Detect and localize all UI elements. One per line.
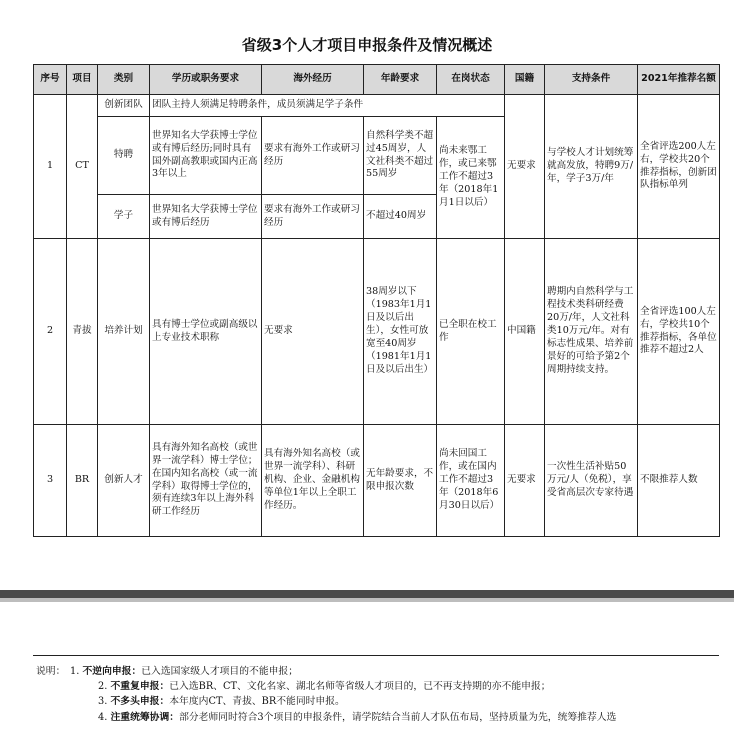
page-separator-light [0, 598, 734, 602]
category-cell: 创新团队 [98, 95, 150, 117]
notes-lead: 说明： [36, 666, 66, 677]
row-number: 2 [34, 239, 67, 425]
project-name: 青拔 [67, 239, 98, 425]
team-requirement: 团队主持人须满足特聘条件，成员须满足学子条件 [150, 95, 505, 117]
support-cell: 聘期内自然科学与工程技术类科研经费20万/年，人文社科类10万元/年。对有标志性成果、培养前景好的可给予第2个周期持续支持。 [545, 239, 638, 425]
note-item [36, 679, 726, 694]
note-number: 2. [98, 681, 108, 693]
project-name: BR [67, 425, 98, 537]
table-row [34, 95, 720, 117]
note-heading: 不多头申报： [110, 696, 170, 708]
header-cell: 2021年推荐名额 [638, 65, 720, 95]
note-text: 部分老师同时符合3个项目的申报条件，请学院结合当前人才队伍布局，坚持质量为先，统筹推荐人选 [179, 711, 617, 723]
notes-divider [33, 655, 719, 656]
age-cell: 38周岁以下（1983年1月1日及以后出生），女性可放宽至40周岁（1981年1月1日及以后出生） [364, 239, 437, 425]
table-row [34, 425, 720, 537]
table-row [34, 239, 720, 425]
education-cell: 具有博士学位或副高级以上专业技术职称 [150, 239, 262, 425]
status-cell: 尚未回国工作，或在国内工作不超过3年（2018年6月30日以后） [437, 425, 505, 537]
header-cell: 年龄要求 [364, 65, 437, 95]
row-number: 3 [34, 425, 67, 537]
overseas-cell: 具有海外知名高校（或世界一流学科）、科研机构、企业、金融机构等单位1年以上全职工作经历。 [262, 425, 364, 537]
overseas-cell: 要求有海外工作或研习经历 [262, 117, 364, 195]
page-separator-dark [0, 590, 734, 598]
table-header-row [34, 65, 720, 95]
quota-cell: 不限推荐人数 [638, 425, 720, 537]
education-cell: 世界知名大学获博士学位或有博后经历;同时具有国外副高教职或国内正高3年以上 [150, 117, 262, 195]
header-cell: 支持条件 [545, 65, 638, 95]
project-name: CT [67, 95, 98, 239]
note-item [36, 694, 726, 709]
note-number: 3. [98, 696, 108, 708]
nationality-cell: 中国籍 [505, 239, 545, 425]
category-cell: 创新人才 [98, 425, 150, 537]
header-cell: 类别 [98, 65, 150, 95]
category-cell: 特聘 [98, 117, 150, 195]
header-cell: 海外经历 [262, 65, 364, 95]
notes-section [36, 664, 726, 725]
note-heading: 不逆向申报： [82, 666, 142, 677]
overseas-cell: 要求有海外工作或研习经历 [262, 195, 364, 239]
note-item [36, 710, 726, 725]
category-cell: 培养计划 [98, 239, 150, 425]
status-cell: 尚未来鄂工作，或已来鄂工作不超过3年（2018年1月1日以后） [437, 117, 505, 239]
nationality-cell: 无要求 [505, 95, 545, 239]
quota-cell: 全省评选100人左右，学校共10个推荐指标，各单位推荐不超过2人 [638, 239, 720, 425]
header-cell: 在岗状态 [437, 65, 505, 95]
note-item [36, 664, 726, 679]
document-title: 省级3个人才项目申报条件及情况概述 [241, 36, 493, 54]
header-cell: 项目 [67, 65, 98, 95]
age-cell: 无年龄要求，不限申报次数 [364, 425, 437, 537]
note-heading: 注重统筹协调： [110, 711, 180, 723]
header-cell: 国籍 [505, 65, 545, 95]
talent-projects-table [33, 64, 720, 537]
note-text: 本年度内CT、青拔、BR不能同时申报。 [169, 696, 345, 708]
education-cell: 具有海外知名高校（或世界一流学科）博士学位；在国内知名高校（或一流学科）取得博士学位的，须有连续3年以上海外科研工作经历 [150, 425, 262, 537]
note-number: 1. [70, 666, 80, 677]
header-cell: 学历或职务要求 [150, 65, 262, 95]
support-cell: 一次性生活补贴50万元/人（免税），享受省高层次专家待遇 [545, 425, 638, 537]
education-cell: 世界知名大学获博士学位或有博后经历 [150, 195, 262, 239]
quota-cell: 全省评选200人左右，学校共20个推荐指标，创新团队指标单列 [638, 95, 720, 239]
note-text: 已入选BR、CT、文化名家、湖北名师等省级人才项目的，已不再支持期的亦不能申报； [169, 681, 551, 693]
note-text: 已入选国家级人才项目的不能申报； [141, 666, 299, 677]
age-cell: 自然科学类不超过45周岁，人文社科类不超过55周岁 [364, 117, 437, 195]
header-cell: 序号 [34, 65, 67, 95]
row-number: 1 [34, 95, 67, 239]
status-cell: 已全职在校工作 [437, 239, 505, 425]
category-cell: 学子 [98, 195, 150, 239]
age-cell: 不超过40周岁 [364, 195, 437, 239]
nationality-cell: 无要求 [505, 425, 545, 537]
overseas-cell: 无要求 [262, 239, 364, 425]
support-cell: 与学校人才计划统筹就高发放，特聘9万/年，学子3万/年 [545, 95, 638, 239]
note-heading: 不重复申报： [110, 681, 170, 693]
note-number: 4. [98, 711, 108, 723]
